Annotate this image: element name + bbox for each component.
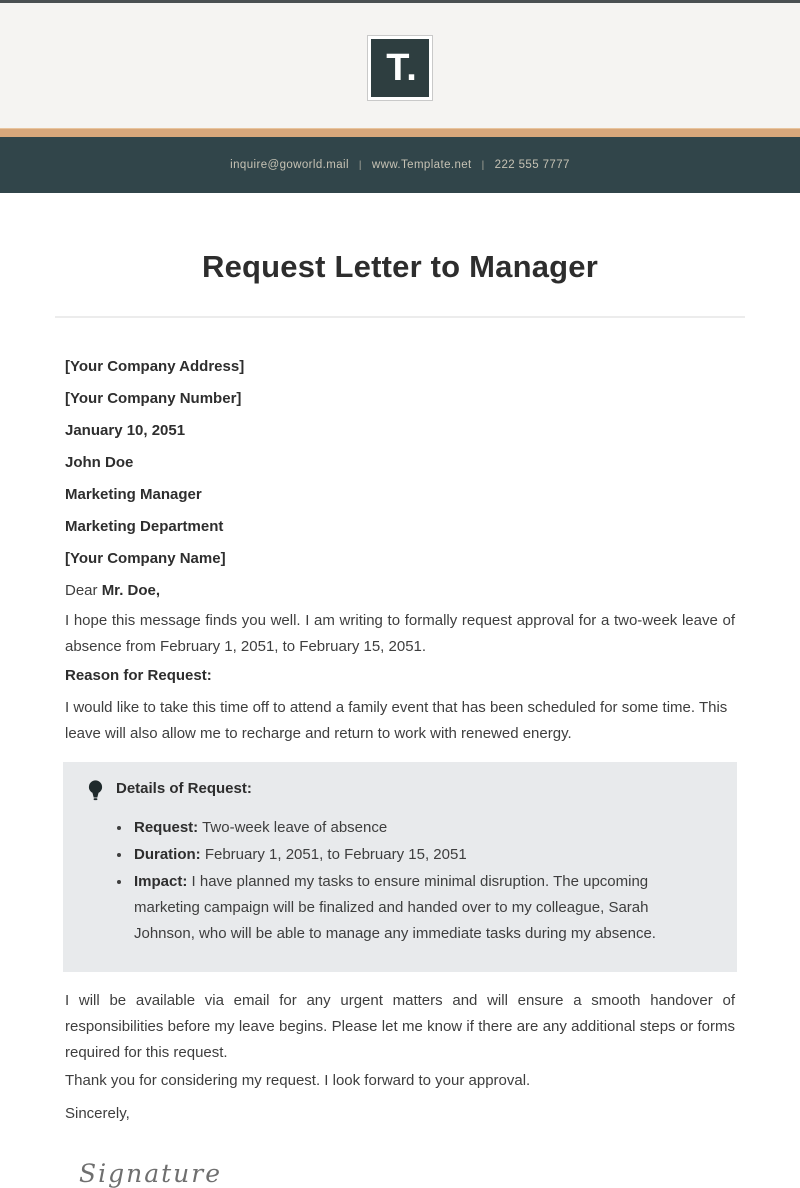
accent-divider-line bbox=[0, 128, 800, 137]
list-item-duration bbox=[132, 842, 712, 868]
bulb-icon bbox=[88, 780, 103, 801]
thanks-paragraph: Thank you for considering my request. I look forward to your approval. bbox=[65, 1072, 531, 1089]
recipient-department: Marketing Department bbox=[65, 518, 224, 535]
details-list bbox=[88, 815, 712, 947]
title-divider bbox=[55, 316, 745, 318]
company-number-placeholder: [Your Company Number] bbox=[65, 390, 242, 407]
reason-paragraph: I would like to take this time off to attend a family event that has been scheduled for some time. This leave will also allow me to recharge and return to work with renewed energy. bbox=[65, 699, 728, 742]
document-title: Request Letter to Manager bbox=[201, 249, 598, 284]
company-logo bbox=[367, 35, 433, 101]
details-box-title: Details of Request: bbox=[116, 780, 252, 797]
contact-email: inquire@goworld.mail bbox=[230, 159, 349, 171]
recipient-name: John Doe bbox=[65, 454, 134, 471]
contact-info-bar bbox=[0, 137, 800, 193]
letter-body bbox=[0, 249, 800, 1188]
reason-heading: Reason for Request: bbox=[65, 667, 212, 684]
address-block bbox=[65, 357, 735, 569]
list-item-text: I have planned my tasks to ensure minimal disruption. The upcoming marketing campaign will be finalized and handed over to my colleague, Sarah Johnson, who will be able to manage any immediate tasks during my absence. bbox=[134, 873, 656, 942]
contact-phone: 222 555 7777 bbox=[494, 159, 570, 171]
company-name-placeholder: [Your Company Name] bbox=[65, 550, 226, 567]
logo-square bbox=[371, 39, 429, 97]
contact-website: www.Template.net bbox=[371, 159, 472, 171]
details-of-request-box bbox=[63, 762, 737, 972]
list-item-label: Impact: bbox=[134, 873, 188, 890]
list-item-text: Two-week leave of absence bbox=[198, 819, 388, 836]
contact-separator: | bbox=[481, 159, 485, 171]
contact-separator: | bbox=[358, 159, 362, 171]
list-item-text: February 1, 2051, to February 15, 2051 bbox=[200, 846, 467, 863]
company-address-placeholder: [Your Company Address] bbox=[65, 358, 245, 375]
letter-date: January 10, 2051 bbox=[65, 422, 186, 439]
salutation-prefix: Dear bbox=[65, 582, 102, 599]
brand-header bbox=[0, 3, 800, 128]
availability-paragraph: I will be available via email for any urgent matters and will ensure a smooth handover of responsibilities before my leave begins. Please let me know if there are any additional steps or forms required for this request. bbox=[65, 992, 735, 1061]
list-item-request bbox=[132, 815, 712, 841]
intro-paragraph: I hope this message finds you well. I am writing to formally request approval for a two-week leave of absence from February 1, 2051, to February 15, 2051. bbox=[65, 612, 735, 655]
closing-word: Sincerely, bbox=[65, 1105, 130, 1122]
salutation bbox=[65, 581, 735, 601]
list-item-impact bbox=[132, 869, 712, 947]
signature-script: Signature bbox=[79, 1159, 223, 1188]
list-item-label: Duration: bbox=[134, 846, 201, 863]
list-item-label: Request: bbox=[134, 819, 199, 836]
logo-letter: T. bbox=[386, 46, 418, 89]
recipient-title: Marketing Manager bbox=[65, 486, 202, 503]
details-box-header bbox=[88, 779, 712, 801]
salutation-name: Mr. Doe, bbox=[101, 582, 161, 599]
